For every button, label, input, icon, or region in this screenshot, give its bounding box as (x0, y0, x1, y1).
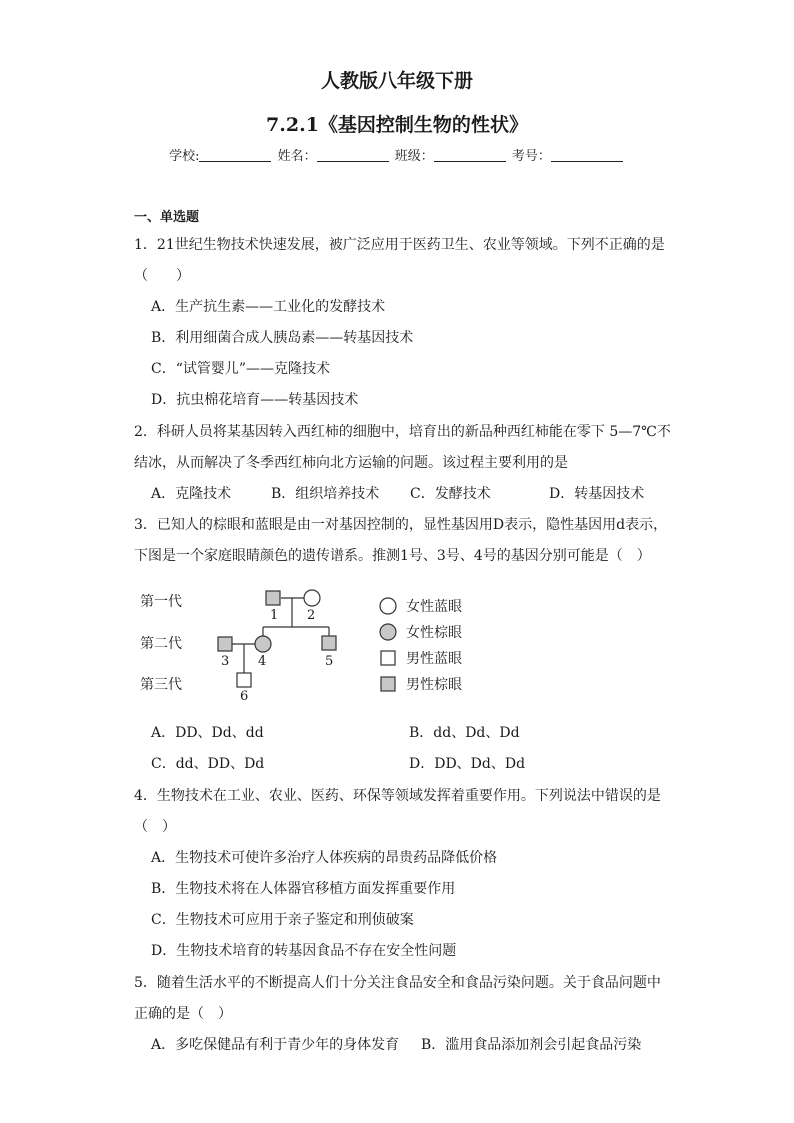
label-2: 2 (307, 608, 316, 623)
q2-option-d: D．转基因技术 (549, 486, 645, 502)
q1-stem-line1: 1．21世纪生物技术快速发展，被广泛应用于医药卫生、农业等领域。下列不正确的是 (134, 237, 665, 253)
pedigree-chart (130, 585, 490, 700)
q1-option-a: A．生产抗生素——工业化的发酵技术 (151, 299, 386, 315)
field-class-blank[interactable] (434, 147, 506, 162)
q2-option-a: A．克隆技术 (151, 486, 232, 502)
field-school-label: 学校: (169, 149, 200, 164)
label-5: 5 (325, 654, 334, 669)
q5-option-b: B．滥用食品添加剂会引起食品污染 (421, 1037, 642, 1053)
q2-stem-line2: 结冰，从而解决了冬季西红柿向北方运输的问题。该过程主要利用的是 (134, 455, 568, 471)
q5-stem-line1: 5．随着生活水平的不断提高人们十分关注食品安全和食品污染问题。关于食品问题中 (134, 975, 661, 991)
q3-option-b: B．dd、Dd、Dd (409, 725, 520, 741)
individual-3-brown-male (218, 637, 232, 651)
q2-stem-line1: 2．科研人员将某基因转入西红柿的细胞中，培育出的新品种西红柿能在零下 5—7℃不 (134, 424, 671, 440)
field-name-blank[interactable] (317, 147, 389, 162)
field-class-label: 班级： (394, 149, 434, 164)
label-4: 4 (258, 654, 267, 669)
legend-male-brown-label: 男性棕眼 (406, 677, 462, 693)
legend-male-blue-label: 男性蓝眼 (406, 651, 462, 667)
individual-6-blue-male (237, 673, 251, 687)
section-title: 一、单选题 (134, 210, 200, 225)
field-id-blank[interactable] (551, 147, 623, 162)
individual-4-brown-female (255, 636, 271, 652)
individual-5-brown-male (322, 636, 336, 650)
label-3: 3 (221, 654, 230, 669)
doc-title: 人教版八年级下册 (320, 70, 473, 92)
q3-option-d: D．DD、Dd、Dd (409, 756, 526, 772)
generation-1-label: 第一代 (140, 594, 182, 610)
field-school-blank[interactable] (199, 147, 271, 162)
q1-stem-line2: （ ） (134, 268, 190, 284)
student-info-line (0, 145, 794, 164)
q3-stem-line1: 3．已知人的棕眼和蓝眼是由一对基因控制的，显性基因用D表示，隐性基因用d表示， (134, 517, 668, 533)
q3-option-a: A．DD、Dd、dd (151, 725, 264, 741)
q4-option-b: B．生物技术将在人体器官移植方面发挥重要作用 (151, 881, 456, 897)
q4-stem-line1: 4．生物技术在工业、农业、医药、环保等领域发挥着重要作用。下列说法中错误的是 (134, 788, 661, 804)
doc-subtitle: 7.2.1《基因控制生物的性状》 (266, 114, 528, 136)
generation-2-label: 第二代 (140, 636, 182, 652)
generation-3-label: 第三代 (140, 677, 182, 693)
q3-option-c: C．dd、DD、Dd (151, 756, 265, 772)
q5-stem-line2: 正确的是（ ） (134, 1006, 232, 1022)
q1-option-d: D．抗虫棉花培育——转基因技术 (151, 392, 359, 408)
legend-female-blue-icon (380, 598, 396, 614)
field-name-label: 姓名： (277, 149, 317, 164)
individual-1-brown-male (266, 591, 280, 605)
q4-stem-line2: （ ） (134, 819, 176, 835)
legend-female-brown-label: 女性棕眼 (406, 625, 462, 641)
q2-option-c: C．发酵技术 (410, 486, 491, 502)
q1-option-b: B．利用细菌合成人胰岛素——转基因技术 (151, 330, 414, 346)
q1-option-c: C．“试管婴儿”——克隆技术 (151, 361, 331, 377)
legend-female-blue-label: 女性蓝眼 (406, 599, 462, 615)
legend-male-brown-icon (381, 677, 395, 691)
label-1: 1 (270, 608, 279, 623)
individual-2-blue-female (304, 590, 320, 606)
q4-option-a: A．生物技术可使许多治疗人体疾病的昂贵药品降低价格 (151, 850, 498, 866)
q4-option-c: C．生物技术可应用于亲子鉴定和刑侦破案 (151, 912, 414, 928)
q4-option-d: D．生物技术培育的转基因食品不存在安全性问题 (151, 943, 457, 959)
legend-female-brown-icon (380, 624, 396, 640)
legend-male-blue-icon (381, 651, 395, 665)
q2-option-b: B．组织培养技术 (271, 486, 380, 502)
field-id-label: 考号： (511, 149, 551, 164)
q3-stem-line2: 下图是一个家庭眼睛颜色的遗传谱系。推测1号、3号、4号的基因分别可能是（ ） (134, 548, 651, 564)
q5-option-a: A．多吃保健品有利于青少年的身体发育 (151, 1037, 400, 1053)
label-6: 6 (240, 689, 249, 700)
